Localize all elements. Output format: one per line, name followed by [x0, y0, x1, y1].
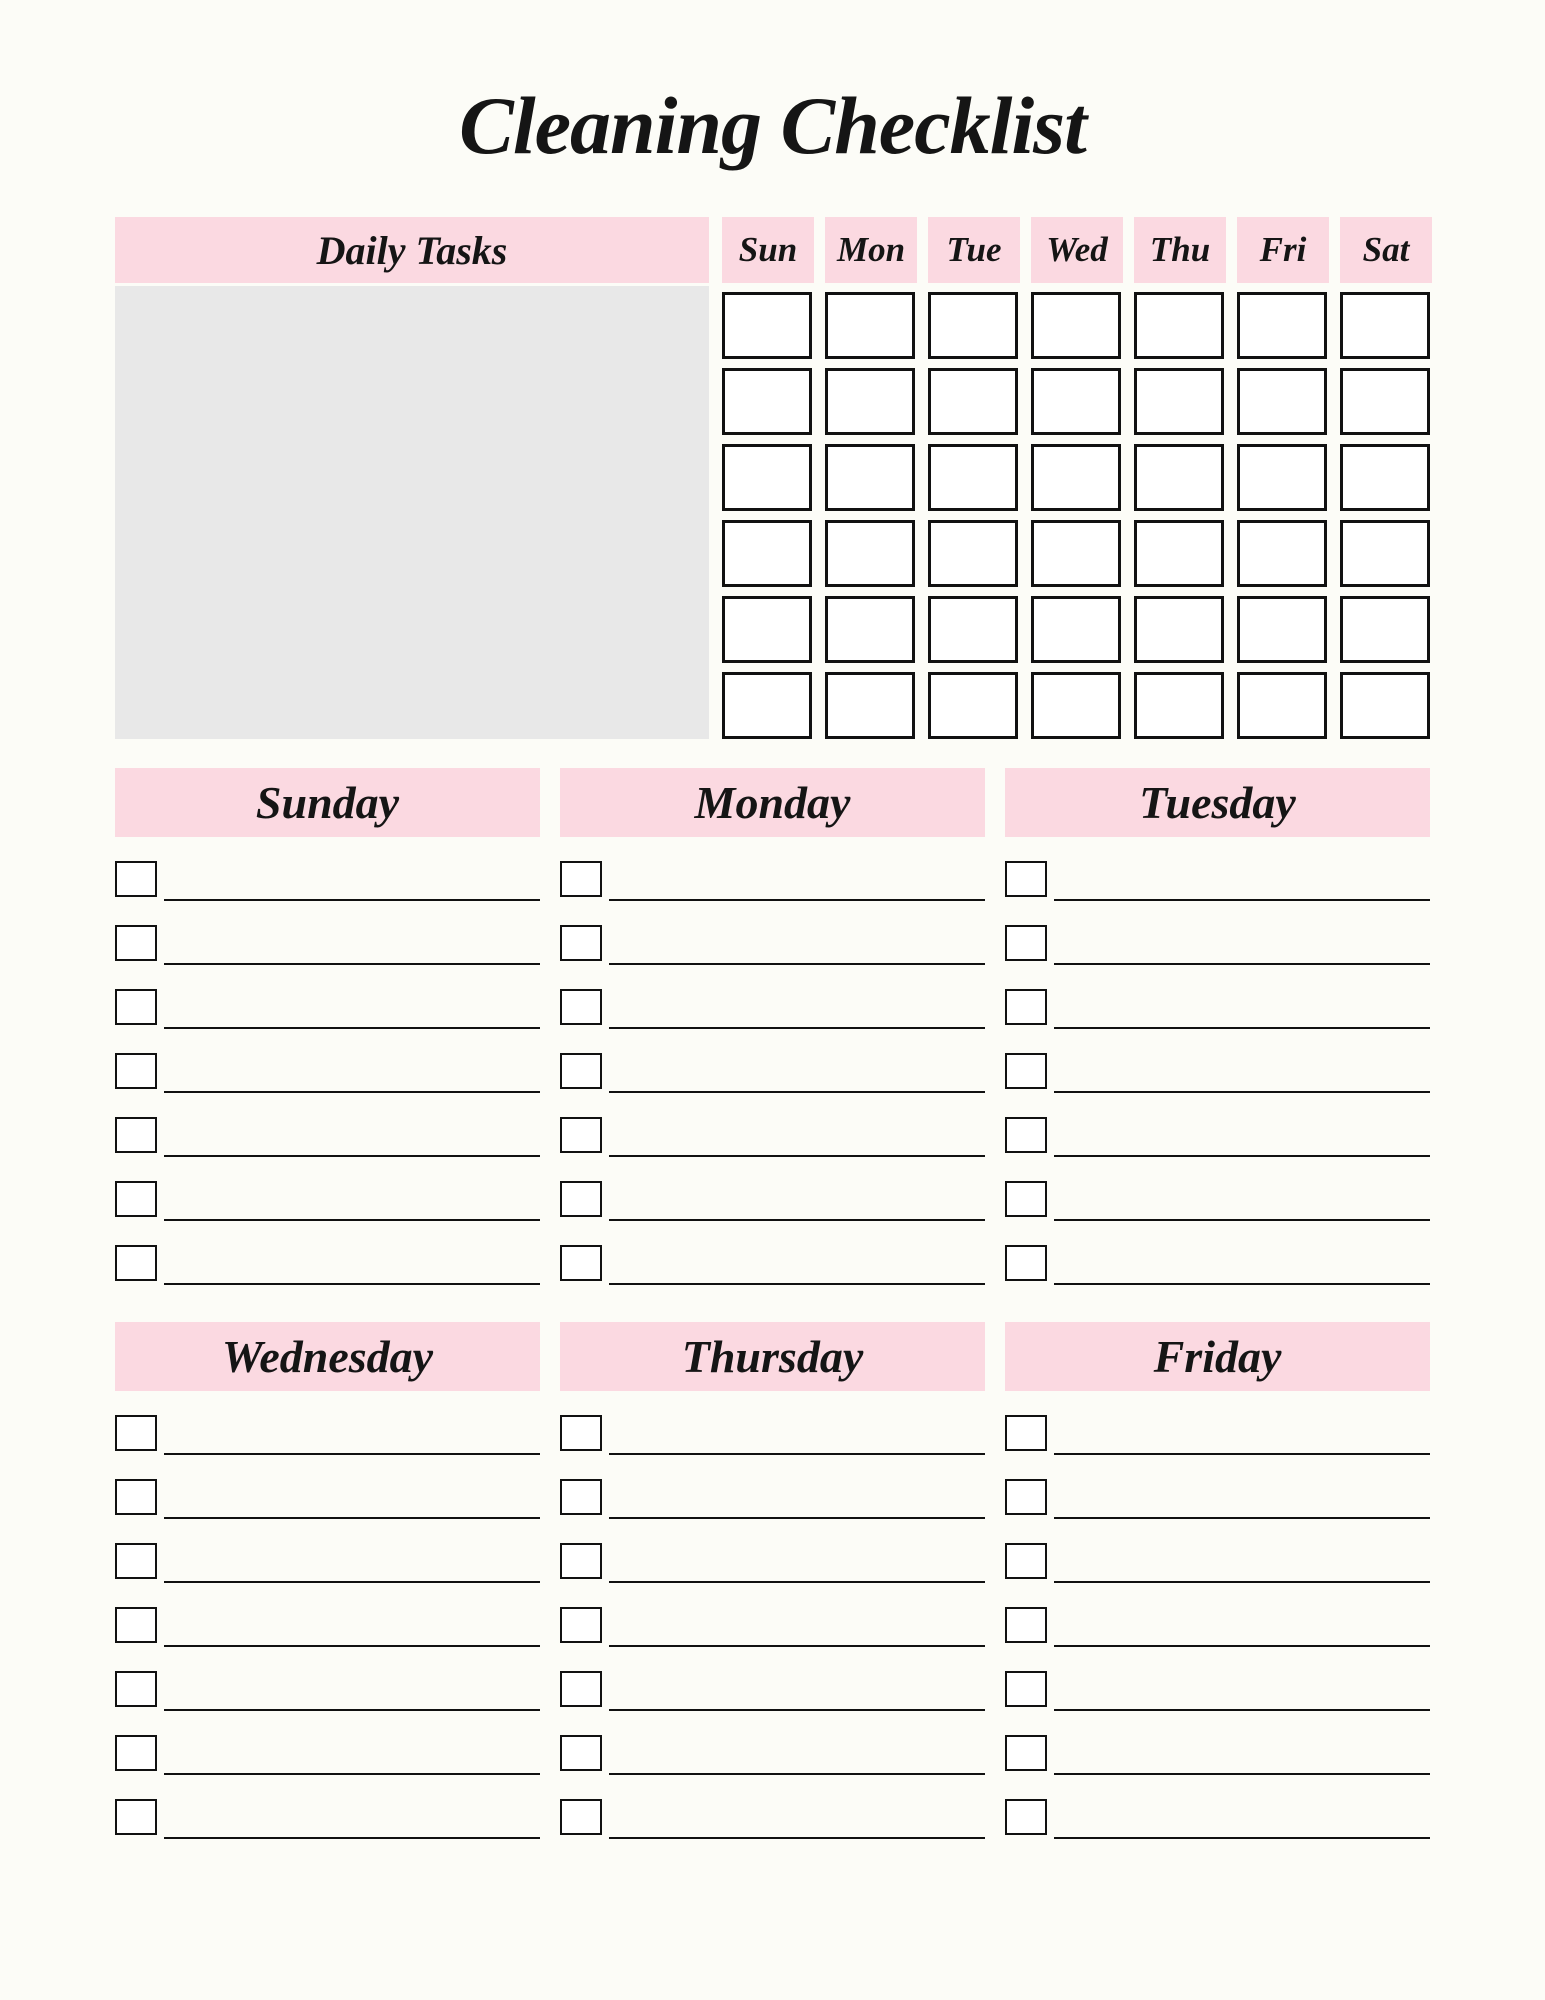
- task-row: [115, 1735, 540, 1775]
- task-row: [115, 1479, 540, 1519]
- task-row: [115, 1053, 540, 1093]
- task-checkbox[interactable]: [115, 1607, 157, 1643]
- daily-grid-checkbox[interactable]: [1031, 444, 1121, 511]
- daily-grid-checkbox[interactable]: [722, 520, 812, 587]
- day-header-fri: Fri: [1237, 217, 1329, 283]
- daily-grid-checkbox[interactable]: [1237, 444, 1327, 511]
- wednesday-column: [115, 1322, 540, 1839]
- task-row: [560, 861, 985, 901]
- daily-grid-checkbox[interactable]: [928, 596, 1018, 663]
- daily-grid-checkbox[interactable]: [1340, 368, 1430, 435]
- task-writing-line[interactable]: [609, 1709, 985, 1711]
- task-writing-line[interactable]: [164, 1219, 540, 1221]
- task-checkbox[interactable]: [1005, 1607, 1047, 1643]
- task-row: [1005, 1117, 1430, 1157]
- task-checkbox[interactable]: [1005, 1117, 1047, 1153]
- task-row: [115, 1671, 540, 1711]
- daily-grid-checkbox[interactable]: [1031, 596, 1121, 663]
- daily-grid-checkbox[interactable]: [1340, 292, 1430, 359]
- task-checkbox[interactable]: [1005, 1543, 1047, 1579]
- task-row: [560, 1543, 985, 1583]
- task-row: [1005, 1415, 1430, 1455]
- task-writing-line[interactable]: [1054, 1773, 1430, 1775]
- task-checkbox[interactable]: [115, 989, 157, 1025]
- task-writing-line[interactable]: [164, 1027, 540, 1029]
- task-row: [1005, 1479, 1430, 1519]
- daily-grid-checkbox[interactable]: [928, 444, 1018, 511]
- task-row: [560, 925, 985, 965]
- task-checkbox[interactable]: [1005, 1479, 1047, 1515]
- task-writing-line[interactable]: [164, 1283, 540, 1285]
- task-checkbox[interactable]: [1005, 989, 1047, 1025]
- task-row: [560, 1181, 985, 1221]
- task-writing-line[interactable]: [1054, 1837, 1430, 1839]
- task-checkbox[interactable]: [560, 861, 602, 897]
- task-checkbox[interactable]: [115, 1543, 157, 1579]
- day-headers-row: [722, 217, 1432, 283]
- task-checkbox[interactable]: [560, 1607, 602, 1643]
- daily-grid-checkbox[interactable]: [722, 292, 812, 359]
- daily-grid-checkbox[interactable]: [1237, 596, 1327, 663]
- task-checkbox[interactable]: [1005, 1671, 1047, 1707]
- task-row: [115, 1543, 540, 1583]
- task-row: [115, 1799, 540, 1839]
- task-writing-line[interactable]: [1054, 899, 1430, 901]
- task-writing-line[interactable]: [1054, 1219, 1430, 1221]
- task-row: [115, 1415, 540, 1455]
- task-row: [115, 989, 540, 1029]
- task-writing-line[interactable]: [1054, 1091, 1430, 1093]
- task-writing-line[interactable]: [609, 1219, 985, 1221]
- page-title: Cleaning Checklist: [459, 80, 1086, 171]
- task-row: [115, 925, 540, 965]
- task-writing-line[interactable]: [1054, 1517, 1430, 1519]
- daily-grid-checkbox[interactable]: [825, 292, 915, 359]
- daily-grid-checkbox[interactable]: [1340, 520, 1430, 587]
- task-checkbox[interactable]: [1005, 1415, 1047, 1451]
- tuesday-header: Tuesday: [1005, 768, 1430, 837]
- task-row: [1005, 1735, 1430, 1775]
- task-row: [1005, 1671, 1430, 1711]
- task-checkbox[interactable]: [115, 1053, 157, 1089]
- daily-tasks-entry-area[interactable]: [115, 286, 709, 739]
- task-row: [560, 1607, 985, 1647]
- friday-task-list: [1005, 1415, 1430, 1839]
- task-row: [560, 1479, 985, 1519]
- daily-grid-checkbox[interactable]: [722, 672, 812, 739]
- daily-grid-checkbox[interactable]: [1134, 368, 1224, 435]
- task-checkbox[interactable]: [115, 1799, 157, 1835]
- task-writing-line[interactable]: [164, 1517, 540, 1519]
- daily-grid-checkbox[interactable]: [928, 292, 1018, 359]
- friday-column: [1005, 1322, 1430, 1839]
- task-writing-line[interactable]: [609, 899, 985, 901]
- task-checkbox[interactable]: [115, 1671, 157, 1707]
- task-checkbox[interactable]: [1005, 1245, 1047, 1281]
- daily-grid-checkbox[interactable]: [825, 368, 915, 435]
- daily-grid-checkbox[interactable]: [1134, 520, 1224, 587]
- task-row: [560, 1117, 985, 1157]
- task-writing-line[interactable]: [164, 899, 540, 901]
- task-checkbox[interactable]: [115, 925, 157, 961]
- daily-grid-checkbox[interactable]: [928, 368, 1018, 435]
- thursday-header: Thursday: [560, 1322, 985, 1391]
- task-writing-line[interactable]: [609, 1155, 985, 1157]
- task-checkbox[interactable]: [560, 1181, 602, 1217]
- sunday-header: Sunday: [115, 768, 540, 837]
- weekly-row-1: [115, 768, 1430, 1285]
- daily-grid-checkbox[interactable]: [1237, 292, 1327, 359]
- task-writing-line[interactable]: [1054, 1581, 1430, 1583]
- daily-grid-checkbox[interactable]: [825, 672, 915, 739]
- wednesday-header: Wednesday: [115, 1322, 540, 1391]
- task-checkbox[interactable]: [115, 861, 157, 897]
- task-row: [115, 1607, 540, 1647]
- task-writing-line[interactable]: [164, 1091, 540, 1093]
- task-writing-line[interactable]: [1054, 1027, 1430, 1029]
- task-row: [560, 1671, 985, 1711]
- task-checkbox[interactable]: [560, 1245, 602, 1281]
- task-checkbox[interactable]: [560, 1735, 602, 1771]
- daily-grid-checkbox[interactable]: [1237, 368, 1327, 435]
- task-writing-line[interactable]: [609, 1453, 985, 1455]
- monday-header: Monday: [560, 768, 985, 837]
- tuesday-column: [1005, 768, 1430, 1285]
- day-header-wed: Wed: [1031, 217, 1123, 283]
- friday-header: Friday: [1005, 1322, 1430, 1391]
- day-header-thu: Thu: [1134, 217, 1226, 283]
- daily-grid-checkbox[interactable]: [1031, 368, 1121, 435]
- weekly-row-2: [115, 1322, 1430, 1839]
- daily-grid-checkbox[interactable]: [1340, 444, 1430, 511]
- task-row: [1005, 925, 1430, 965]
- task-row: [1005, 861, 1430, 901]
- daily-grid-checkbox[interactable]: [1340, 596, 1430, 663]
- thursday-column: [560, 1322, 985, 1839]
- day-header-sat: Sat: [1340, 217, 1432, 283]
- task-row: [560, 1415, 985, 1455]
- tuesday-task-list: [1005, 861, 1430, 1285]
- task-writing-line[interactable]: [164, 1581, 540, 1583]
- task-row: [560, 1799, 985, 1839]
- task-checkbox[interactable]: [1005, 925, 1047, 961]
- daily-grid-checkbox[interactable]: [1134, 596, 1224, 663]
- daily-tasks-header-label: Daily Tasks: [316, 227, 508, 273]
- task-writing-line[interactable]: [164, 1155, 540, 1157]
- monday-column: [560, 768, 985, 1285]
- daily-checkbox-grid: [722, 292, 1430, 739]
- task-writing-line[interactable]: [1054, 1155, 1430, 1157]
- task-writing-line[interactable]: [164, 1709, 540, 1711]
- daily-tasks-header: [115, 217, 709, 283]
- thursday-task-list: [560, 1415, 985, 1839]
- task-checkbox[interactable]: [115, 1245, 157, 1281]
- sunday-column: [115, 768, 540, 1285]
- daily-grid-checkbox[interactable]: [1031, 672, 1121, 739]
- task-writing-line[interactable]: [164, 1453, 540, 1455]
- task-writing-line[interactable]: [609, 1581, 985, 1583]
- task-row: [1005, 989, 1430, 1029]
- task-checkbox[interactable]: [115, 1117, 157, 1153]
- task-checkbox[interactable]: [560, 1671, 602, 1707]
- daily-grid-checkbox[interactable]: [1134, 444, 1224, 511]
- task-checkbox[interactable]: [560, 1053, 602, 1089]
- sunday-task-list: [115, 861, 540, 1285]
- daily-grid-checkbox[interactable]: [928, 520, 1018, 587]
- day-header-mon: Mon: [825, 217, 917, 283]
- task-writing-line[interactable]: [164, 1773, 540, 1775]
- task-row: [115, 1181, 540, 1221]
- task-checkbox[interactable]: [1005, 861, 1047, 897]
- task-row: [1005, 1053, 1430, 1093]
- task-checkbox[interactable]: [560, 1479, 602, 1515]
- task-checkbox[interactable]: [560, 925, 602, 961]
- daily-grid-checkbox[interactable]: [722, 596, 812, 663]
- task-writing-line[interactable]: [609, 1027, 985, 1029]
- task-row: [560, 1053, 985, 1093]
- daily-grid-checkbox[interactable]: [825, 520, 915, 587]
- task-checkbox[interactable]: [1005, 1735, 1047, 1771]
- task-writing-line[interactable]: [164, 963, 540, 965]
- day-header-tue: Tue: [928, 217, 1020, 283]
- task-checkbox[interactable]: [560, 1543, 602, 1579]
- task-writing-line[interactable]: [164, 1645, 540, 1647]
- task-checkbox[interactable]: [115, 1735, 157, 1771]
- task-row: [1005, 1799, 1430, 1839]
- daily-grid-checkbox[interactable]: [1031, 520, 1121, 587]
- task-writing-line[interactable]: [609, 1645, 985, 1647]
- task-row: [560, 1735, 985, 1775]
- task-row: [115, 1117, 540, 1157]
- daily-grid-checkbox[interactable]: [722, 368, 812, 435]
- task-row: [1005, 1607, 1430, 1647]
- task-checkbox[interactable]: [115, 1479, 157, 1515]
- task-checkbox[interactable]: [115, 1415, 157, 1451]
- daily-grid-checkbox[interactable]: [1134, 672, 1224, 739]
- daily-grid-checkbox[interactable]: [825, 444, 915, 511]
- daily-grid-checkbox[interactable]: [1237, 520, 1327, 587]
- daily-grid-checkbox[interactable]: [928, 672, 1018, 739]
- task-checkbox[interactable]: [560, 1415, 602, 1451]
- task-row: [560, 989, 985, 1029]
- daily-grid-checkbox[interactable]: [1340, 672, 1430, 739]
- daily-grid-checkbox[interactable]: [825, 596, 915, 663]
- daily-grid-checkbox[interactable]: [1031, 292, 1121, 359]
- task-writing-line[interactable]: [609, 1283, 985, 1285]
- task-writing-line[interactable]: [1054, 1645, 1430, 1647]
- task-row: [1005, 1543, 1430, 1583]
- task-row: [115, 1245, 540, 1285]
- wednesday-task-list: [115, 1415, 540, 1839]
- task-checkbox[interactable]: [1005, 1799, 1047, 1835]
- task-row: [1005, 1245, 1430, 1285]
- day-header-sun: Sun: [722, 217, 814, 283]
- task-writing-line[interactable]: [1054, 1453, 1430, 1455]
- task-writing-line[interactable]: [1054, 963, 1430, 965]
- daily-grid-checkbox[interactable]: [1134, 292, 1224, 359]
- daily-grid-checkbox[interactable]: [722, 444, 812, 511]
- monday-task-list: [560, 861, 985, 1285]
- task-row: [560, 1245, 985, 1285]
- task-writing-line[interactable]: [609, 1837, 985, 1839]
- task-row: [115, 861, 540, 901]
- task-writing-line[interactable]: [1054, 1283, 1430, 1285]
- task-checkbox[interactable]: [560, 989, 602, 1025]
- task-writing-line[interactable]: [609, 1773, 985, 1775]
- daily-grid-checkbox[interactable]: [1237, 672, 1327, 739]
- task-checkbox[interactable]: [1005, 1181, 1047, 1217]
- task-writing-line[interactable]: [164, 1837, 540, 1839]
- task-checkbox[interactable]: [115, 1181, 157, 1217]
- task-checkbox[interactable]: [560, 1117, 602, 1153]
- task-writing-line[interactable]: [1054, 1709, 1430, 1711]
- task-checkbox[interactable]: [560, 1799, 602, 1835]
- task-writing-line[interactable]: [609, 963, 985, 965]
- task-checkbox[interactable]: [1005, 1053, 1047, 1089]
- task-writing-line[interactable]: [609, 1091, 985, 1093]
- task-row: [1005, 1181, 1430, 1221]
- task-writing-line[interactable]: [609, 1517, 985, 1519]
